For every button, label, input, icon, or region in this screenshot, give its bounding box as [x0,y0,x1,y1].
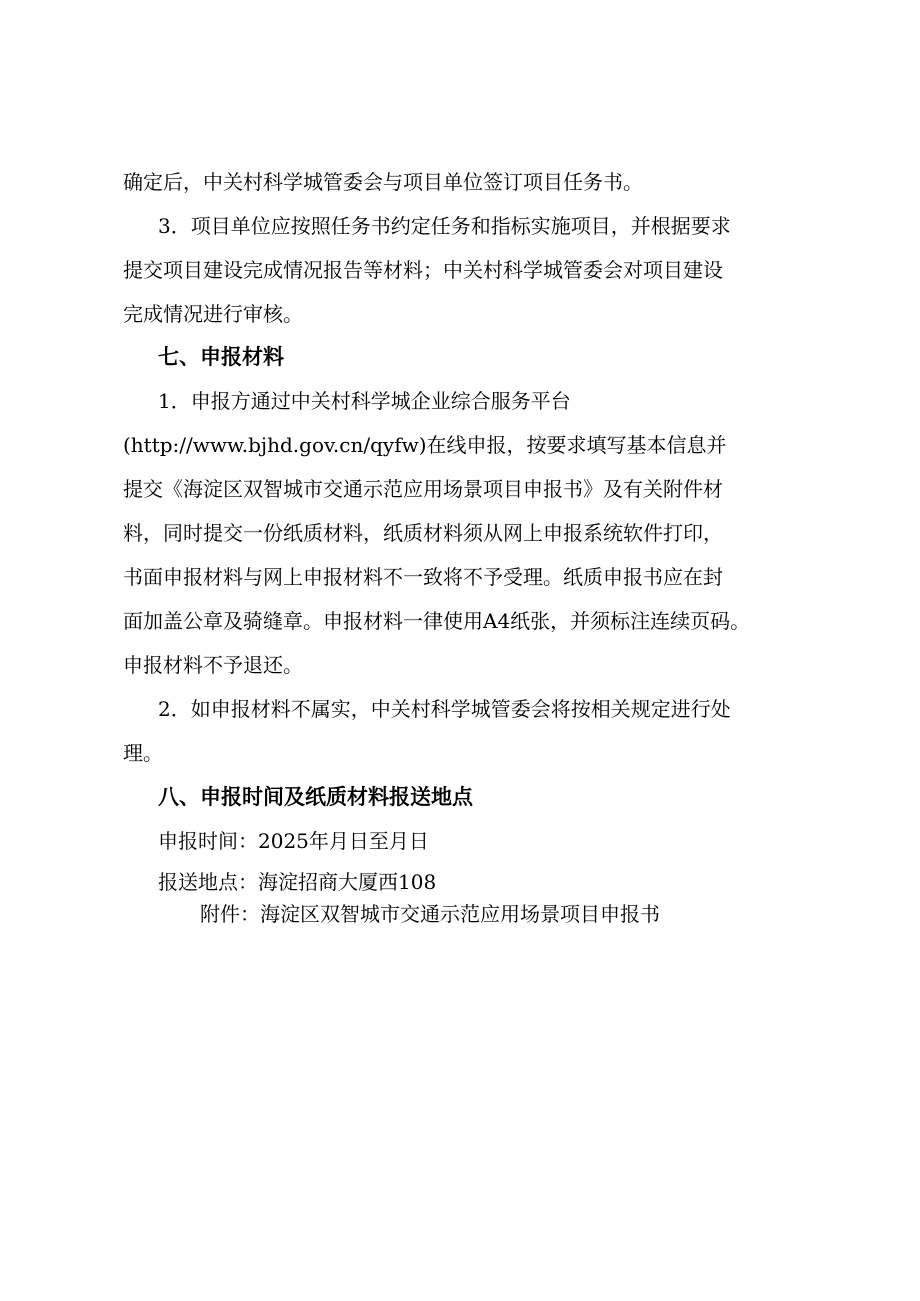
paragraph-line: 完成情况进行审核。 [123,302,303,326]
section-heading: 七、申报材料 [158,345,284,369]
application-time: 申报时间：2025年月日至月日 [158,829,429,853]
section-heading: 八、申报时间及纸质材料报送地点 [158,785,473,809]
paragraph-line: 书面申报材料与网上申报材料不一致将不予受理。纸质申报书应在封 [123,565,723,589]
paragraph-line: 面加盖公章及骑缝章。申报材料一律使用A4纸张，并须标注连续页码。 [123,609,751,633]
paragraph-line: 申报材料不予退还。 [123,653,303,677]
paragraph-line: 确定后，中关村科学城管委会与项目单位签订项目任务书。 [123,170,643,194]
paragraph-line: 料，同时提交一份纸质材料，纸质材料须从网上申报系统软件打印， [123,521,723,545]
paragraph-line: 2．如申报材料不属实，中关村科学城管委会将按相关规定进行处 [158,697,731,721]
paragraph-line: 提交《海淀区双智城市交通示范应用场景项目申报书》及有关附件材 [123,477,723,501]
paragraph-line: (http://www.bjhd.gov.cn/qyfw)在线申报，按要求填写基本信息并 [123,433,727,457]
submission-location: 报送地点：海淀招商大厦西108 [158,870,437,894]
paragraph-line: 理。 [123,741,163,765]
paragraph-line: 1．申报方通过中关村科学城企业综合服务平台 [158,389,571,413]
paragraph-line: 3．项目单位应按照任务书约定任务和指标实施项目，并根据要求 [158,214,731,238]
attachment-note: 附件：海淀区双智城市交通示范应用场景项目申报书 [200,902,660,926]
paragraph-line: 提交项目建设完成情况报告等材料；中关村科学城管委会对项目建设 [123,258,723,282]
